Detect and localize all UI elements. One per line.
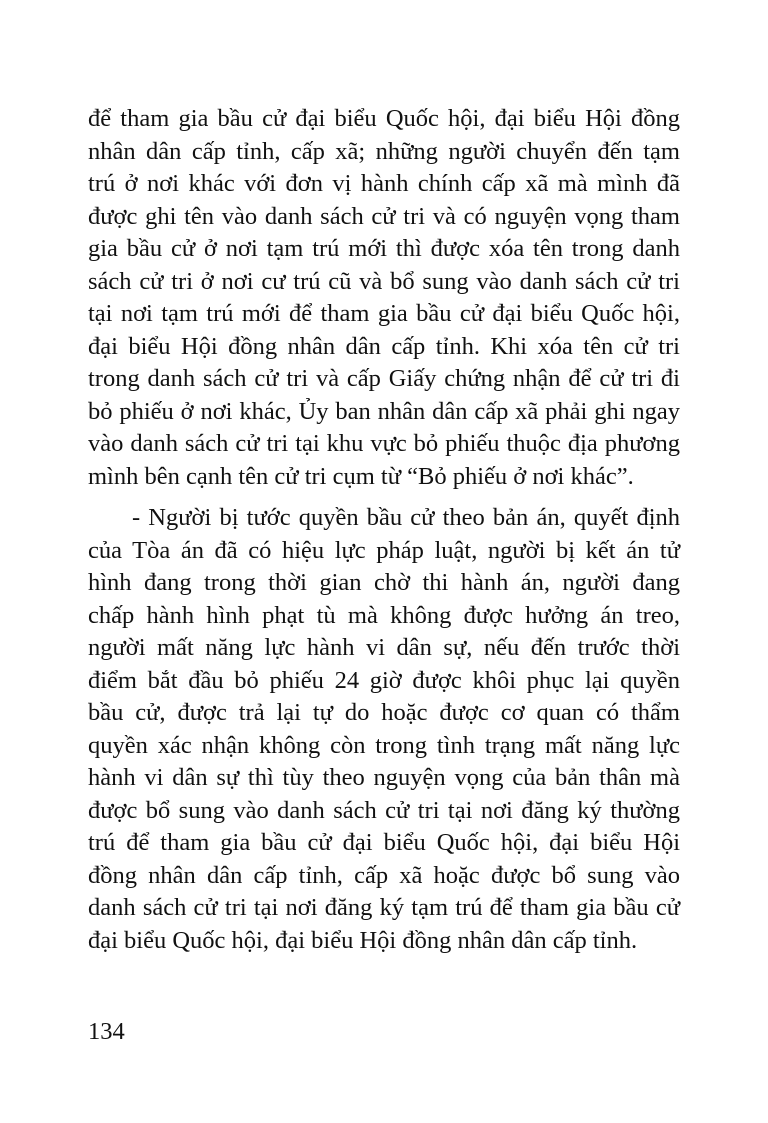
page-body [88,103,680,957]
text-line: của Tòa án đã có hiệu lực pháp luật, người bị kết án tử [88,536,680,564]
text-line: - Người bị tước quyền bầu cử theo bản án, quyết định [132,504,680,531]
text-line: đại biểu Hội đồng nhân dân cấp tỉnh. Khi xóa tên cử tri [88,332,680,360]
text-line: người mất năng lực hành vi dân sự, nếu đến trước thời [88,634,680,661]
text-line: hành vi dân sự thì tùy theo nguyện vọng của bản thân mà [88,764,680,791]
text-line: gia bầu cử ở nơi tạm trú mới thì được xóa tên trong danh [88,235,680,262]
text-line: được bổ sung vào danh sách cử tri tại nơi đăng ký thường [88,796,680,824]
text-line: trong danh sách cử tri và cấp Giấy chứng nhận để cử tri đi [88,365,680,392]
text-line: sách cử tri ở nơi cư trú cũ và bổ sung vào danh sách cử tri [88,267,680,295]
page-number: 134 [88,1018,125,1045]
text-line: mình bên cạnh tên cử tri cụm từ “Bỏ phiếu ở nơi khác”. [88,462,634,490]
text-line: điểm bắt đầu bỏ phiếu 24 giờ được khôi phục lại quyền [88,666,680,694]
text-line: bầu cử, được trả lại tự do hoặc được cơ quan có thẩm [88,699,680,726]
text-line: trú để tham gia bầu cử đại biểu Quốc hội, đại biểu Hội [88,829,680,856]
text-line: để tham gia bầu cử đại biểu Quốc hội, đại biểu Hội đồng [88,105,680,132]
text-line: đại biểu Quốc hội, đại biểu Hội đồng nhân dân cấp tỉnh. [88,926,638,954]
text-line: quyền xác nhận không còn trong tình trạng mất năng lực [88,731,680,759]
paragraph-2 [88,502,680,957]
text-line: tại nơi tạm trú mới để tham gia bầu cử đại biểu Quốc hội, [88,300,680,327]
text-line: đồng nhân dân cấp tỉnh, cấp xã hoặc được bổ sung vào [88,861,680,889]
text-line: vào danh sách cử tri tại khu vực bỏ phiếu thuộc địa phương [88,430,680,457]
text-line: bỏ phiếu ở nơi khác, Ủy ban nhân dân cấp xã phải ghi ngay [88,397,680,425]
text-line: được ghi tên vào danh sách cử tri và có nguyện vọng tham [88,202,680,230]
text-line: danh sách cử tri tại nơi đăng ký tạm trú để tham gia bầu cử [88,894,680,921]
text-line: nhân dân cấp tỉnh, cấp xã; những người chuyển đến tạm [88,137,680,165]
paragraph-1 [88,103,680,493]
text-line: hình đang trong thời gian chờ thi hành án, người đang [88,569,680,596]
text-line: trú ở nơi khác với đơn vị hành chính cấp xã mà mình đã [88,170,680,197]
text-line: chấp hành hình phạt tù mà không được hưởng án treo, [88,601,680,629]
